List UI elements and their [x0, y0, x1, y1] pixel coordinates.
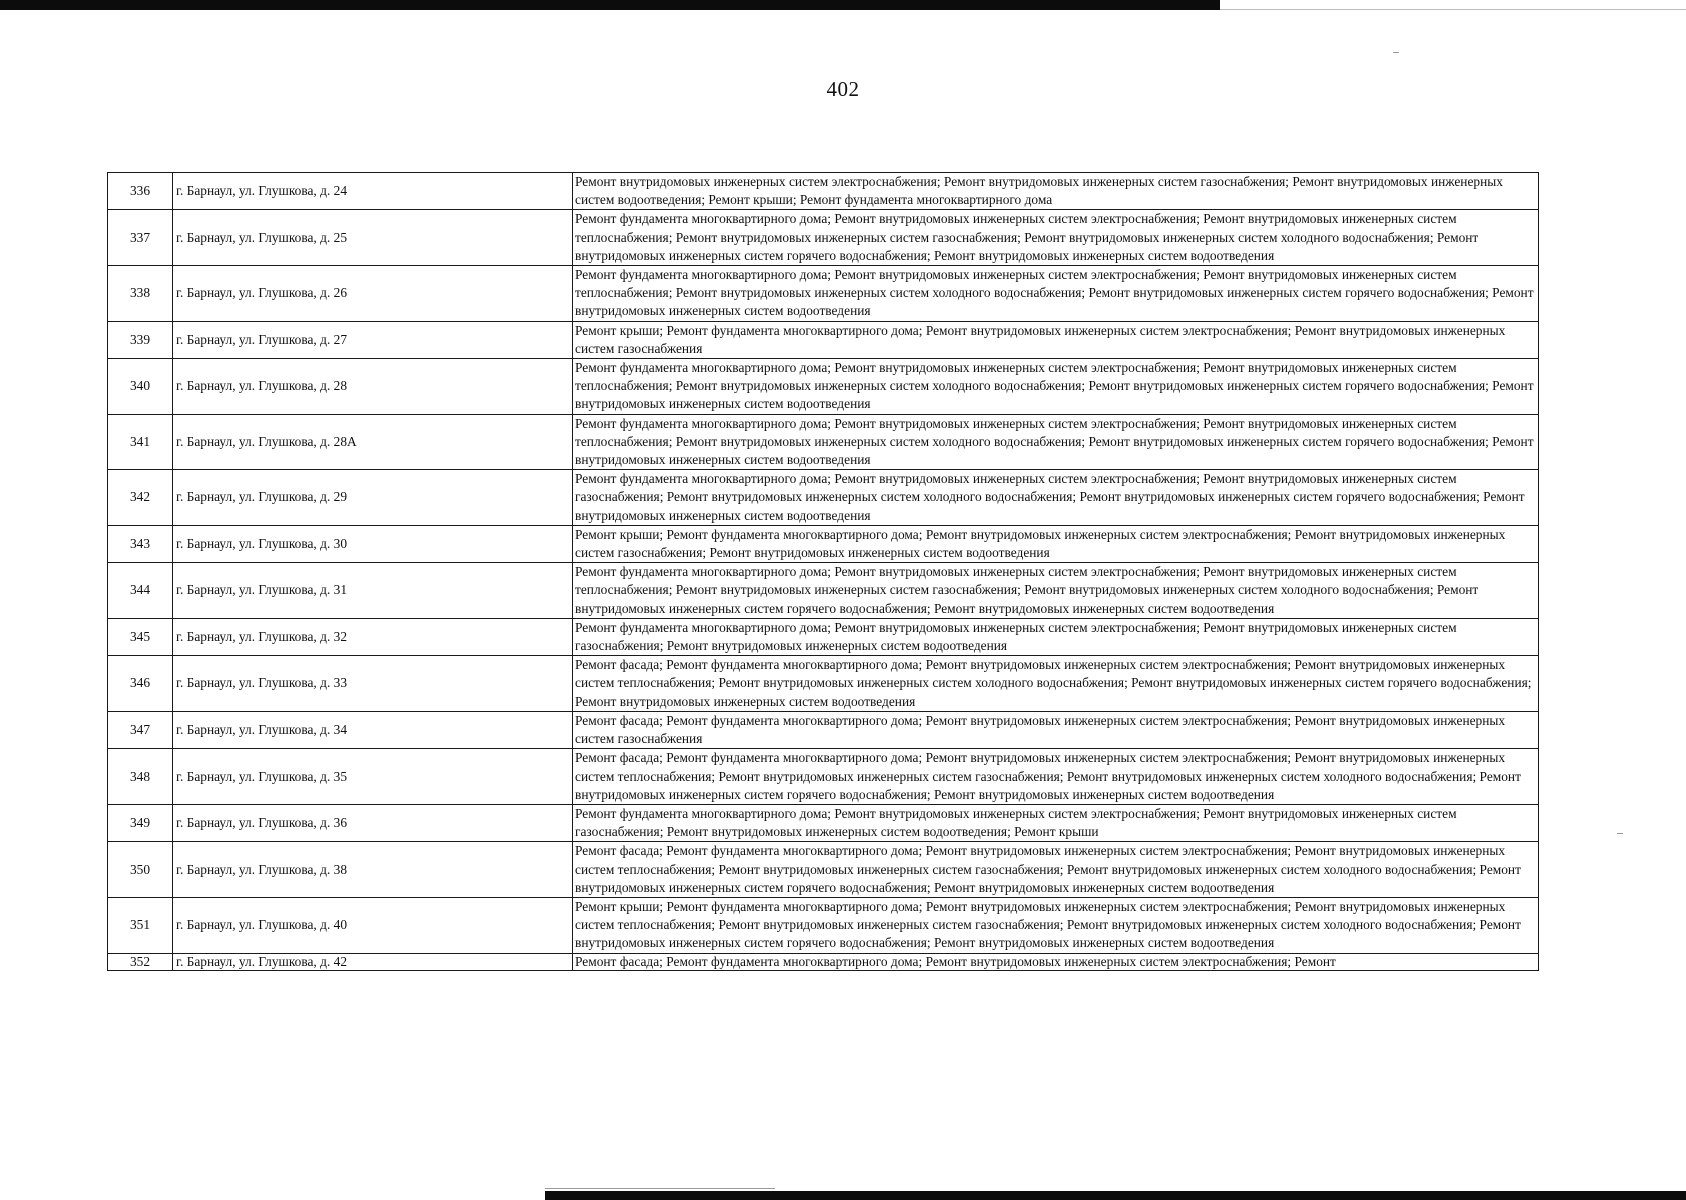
- address-cell: г. Барнаул, ул. Глушкова, д. 26: [173, 266, 573, 322]
- repair-works-cell: Ремонт фасада; Ремонт фундамента многоквартирного дома; Ремонт внутридомовых инженерных систем электроснабжения; Ремонт внутридомовых инженерных систем газоснабжения: [573, 711, 1539, 748]
- address-cell: г. Барнаул, ул. Глушкова, д. 38: [173, 842, 573, 898]
- row-number-cell: 338: [108, 266, 173, 322]
- row-number-cell: 345: [108, 618, 173, 655]
- address-cell: г. Барнаул, ул. Глушкова, д. 27: [173, 321, 573, 358]
- repair-works-cell: Ремонт фундамента многоквартирного дома; Ремонт внутридомовых инженерных систем электроснабжения; Ремонт внутридомовых инженерных систем теплоснабжения; Ремонт внутридомовых инженерных систем холодного водоснабжения; Ремонт внутридомовых инженерных систем горячего водоснабжения; Ремонт внутридомовых инженерных систем водоотведения: [573, 359, 1539, 415]
- table-row: [108, 897, 1539, 953]
- row-number-cell: 341: [108, 414, 173, 470]
- address-cell: г. Барнаул, ул. Глушкова, д. 34: [173, 711, 573, 748]
- row-number-cell: 336: [108, 173, 173, 210]
- row-number-cell: 346: [108, 656, 173, 712]
- address-cell: г. Барнаул, ул. Глушкова, д. 36: [173, 804, 573, 841]
- row-number-cell: 337: [108, 210, 173, 266]
- address-cell: г. Барнаул, ул. Глушкова, д. 28: [173, 359, 573, 415]
- address-cell: г. Барнаул, ул. Глушкова, д. 42: [173, 953, 573, 970]
- table-row: [108, 359, 1539, 415]
- repair-works-cell: Ремонт фундамента многоквартирного дома; Ремонт внутридомовых инженерных систем электроснабжения; Ремонт внутридомовых инженерных систем газоснабжения; Ремонт внутридомовых инженерных систем водоотведения: [573, 618, 1539, 655]
- table-row: [108, 953, 1539, 970]
- table-row: [108, 842, 1539, 898]
- table-row: [108, 804, 1539, 841]
- table-row: [108, 321, 1539, 358]
- repair-works-cell: Ремонт фундамента многоквартирного дома; Ремонт внутридомовых инженерных систем электроснабжения; Ремонт внутридомовых инженерных систем теплоснабжения; Ремонт внутридомовых инженерных систем холодного водоснабжения; Ремонт внутридомовых инженерных систем горячего водоснабжения; Ремонт внутридомовых инженерных систем водоотведения: [573, 414, 1539, 470]
- address-cell: г. Барнаул, ул. Глушкова, д. 28А: [173, 414, 573, 470]
- row-number-cell: 347: [108, 711, 173, 748]
- repair-works-cell: Ремонт фундамента многоквартирного дома; Ремонт внутридомовых инженерных систем электроснабжения; Ремонт внутридомовых инженерных систем теплоснабжения; Ремонт внутридомовых инженерных систем газоснабжения; Ремонт внутридомовых инженерных систем холодного водоснабжения; Ремонт внутридомовых инженерных систем горячего водоснабжения; Ремонт внутридомовых инженерных систем водоотведения: [573, 563, 1539, 619]
- repair-works-cell: Ремонт фасада; Ремонт фундамента многоквартирного дома; Ремонт внутридомовых инженерных систем электроснабжения; Ремонт: [573, 953, 1539, 970]
- table-row: [108, 563, 1539, 619]
- page-number: 402: [826, 77, 860, 101]
- table-row: [108, 749, 1539, 805]
- repair-works-cell: Ремонт фасада; Ремонт фундамента многоквартирного дома; Ремонт внутридомовых инженерных систем электроснабжения; Ремонт внутридомовых инженерных систем теплоснабжения; Ремонт внутридомовых инженерных систем газоснабжения; Ремонт внутридомовых инженерных систем холодного водоснабжения; Ремонт внутридомовых инженерных систем горячего водоснабжения; Ремонт внутридомовых инженерных систем водоотведения: [573, 842, 1539, 898]
- row-number-cell: 343: [108, 525, 173, 562]
- address-cell: г. Барнаул, ул. Глушкова, д. 40: [173, 897, 573, 953]
- table-row: [108, 618, 1539, 655]
- table-row: [108, 266, 1539, 322]
- address-cell: г. Барнаул, ул. Глушкова, д. 33: [173, 656, 573, 712]
- table-row: [108, 414, 1539, 470]
- table-row: [108, 656, 1539, 712]
- table-row: [108, 525, 1539, 562]
- repair-works-cell: Ремонт крыши; Ремонт фундамента многоквартирного дома; Ремонт внутридомовых инженерных систем электроснабжения; Ремонт внутридомовых инженерных систем газоснабжения: [573, 321, 1539, 358]
- row-number-cell: 349: [108, 804, 173, 841]
- address-cell: г. Барнаул, ул. Глушкова, д. 25: [173, 210, 573, 266]
- address-cell: г. Барнаул, ул. Глушкова, д. 29: [173, 470, 573, 526]
- address-cell: г. Барнаул, ул. Глушкова, д. 30: [173, 525, 573, 562]
- row-number-cell: 351: [108, 897, 173, 953]
- repair-works-table: [107, 172, 1539, 971]
- address-cell: г. Барнаул, ул. Глушкова, д. 24: [173, 173, 573, 210]
- address-cell: г. Барнаул, ул. Глушкова, д. 31: [173, 563, 573, 619]
- address-cell: г. Барнаул, ул. Глушкова, д. 32: [173, 618, 573, 655]
- repair-works-cell: Ремонт крыши; Ремонт фундамента многоквартирного дома; Ремонт внутридомовых инженерных систем электроснабжения; Ремонт внутридомовых инженерных систем теплоснабжения; Ремонт внутридомовых инженерных систем газоснабжения; Ремонт внутридомовых инженерных систем холодного водоснабжения; Ремонт внутридомовых инженерных систем горячего водоснабжения; Ремонт внутридомовых инженерных систем водоотведения: [573, 897, 1539, 953]
- table-row: [108, 470, 1539, 526]
- row-number-cell: 339: [108, 321, 173, 358]
- row-number-cell: 340: [108, 359, 173, 415]
- repair-works-cell: Ремонт фундамента многоквартирного дома; Ремонт внутридомовых инженерных систем электроснабжения; Ремонт внутридомовых инженерных систем газоснабжения; Ремонт внутридомовых инженерных систем холодного водоснабжения; Ремонт внутридомовых инженерных систем горячего водоснабжения; Ремонт внутридомовых инженерных систем водоотведения: [573, 470, 1539, 526]
- scan-bottom-edge-bar: [545, 1191, 1686, 1200]
- repair-works-cell: Ремонт фасада; Ремонт фундамента многоквартирного дома; Ремонт внутридомовых инженерных систем электроснабжения; Ремонт внутридомовых инженерных систем теплоснабжения; Ремонт внутридомовых инженерных систем газоснабжения; Ремонт внутридомовых инженерных систем холодного водоснабжения; Ремонт внутридомовых инженерных систем горячего водоснабжения; Ремонт внутридомовых инженерных систем водоотведения: [573, 749, 1539, 805]
- repair-works-cell: Ремонт крыши; Ремонт фундамента многоквартирного дома; Ремонт внутридомовых инженерных систем электроснабжения; Ремонт внутридомовых инженерных систем газоснабжения; Ремонт внутридомовых инженерных систем водоотведения: [573, 525, 1539, 562]
- table-row: [108, 173, 1539, 210]
- scan-top-edge-bar: [0, 0, 1220, 10]
- repair-works-cell: Ремонт фасада; Ремонт фундамента многоквартирного дома; Ремонт внутридомовых инженерных систем электроснабжения; Ремонт внутридомовых инженерных систем теплоснабжения; Ремонт внутридомовых инженерных систем холодного водоснабжения; Ремонт внутридомовых инженерных систем горячего водоснабжения; Ремонт внутридомовых инженерных систем водоотведения: [573, 656, 1539, 712]
- address-cell: г. Барнаул, ул. Глушкова, д. 35: [173, 749, 573, 805]
- repair-works-cell: Ремонт фундамента многоквартирного дома; Ремонт внутридомовых инженерных систем электроснабжения; Ремонт внутридомовых инженерных систем газоснабжения; Ремонт внутридомовых инженерных систем водоотведения; Ремонт крыши: [573, 804, 1539, 841]
- scan-speck: [1393, 52, 1399, 53]
- row-number-cell: 350: [108, 842, 173, 898]
- repair-works-cell: Ремонт фундамента многоквартирного дома; Ремонт внутридомовых инженерных систем электроснабжения; Ремонт внутридомовых инженерных систем теплоснабжения; Ремонт внутридомовых инженерных систем холодного водоснабжения; Ремонт внутридомовых инженерных систем горячего водоснабжения; Ремонт внутридомовых инженерных систем водоотведения: [573, 266, 1539, 322]
- row-number-cell: 348: [108, 749, 173, 805]
- scan-speck: [1617, 833, 1623, 834]
- row-number-cell: 344: [108, 563, 173, 619]
- table-row: [108, 210, 1539, 266]
- table-row: [108, 711, 1539, 748]
- repair-works-cell: Ремонт внутридомовых инженерных систем электроснабжения; Ремонт внутридомовых инженерных систем газоснабжения; Ремонт внутридомовых инженерных систем водоотведения; Ремонт крыши; Ремонт фундамента многоквартирного дома: [573, 173, 1539, 210]
- row-number-cell: 352: [108, 953, 173, 970]
- row-number-cell: 342: [108, 470, 173, 526]
- scan-bottom-edge-line: [545, 1188, 775, 1189]
- scan-top-edge-line: [1220, 9, 1686, 10]
- repair-works-cell: Ремонт фундамента многоквартирного дома; Ремонт внутридомовых инженерных систем электроснабжения; Ремонт внутридомовых инженерных систем теплоснабжения; Ремонт внутридомовых инженерных систем газоснабжения; Ремонт внутридомовых инженерных систем холодного водоснабжения; Ремонт внутридомовых инженерных систем горячего водоснабжения; Ремонт внутридомовых инженерных систем водоотведения: [573, 210, 1539, 266]
